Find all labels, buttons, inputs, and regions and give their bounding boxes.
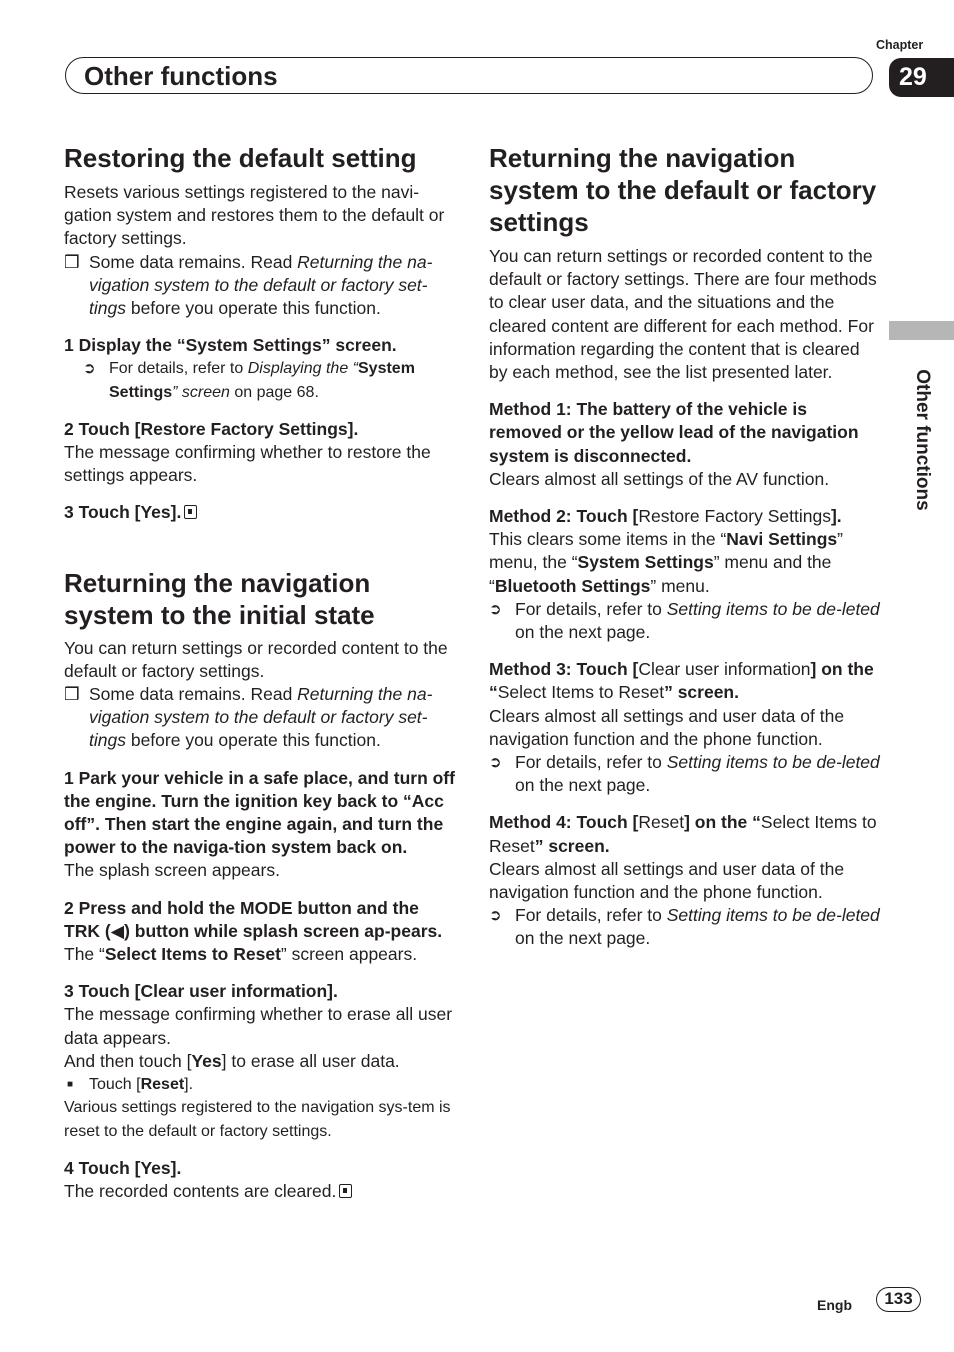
checkbox-note-icon: ❒	[64, 684, 80, 705]
section-title-default-factory: Returning the navigation system to the default or factory settings	[489, 143, 877, 237]
square-bullet-icon: ■	[67, 1079, 74, 1091]
initial-step-3-text2: And then touch [Yes] to erase all user data.	[64, 1050, 400, 1071]
method-1-text: Clears almost all settings of the AV function.	[489, 468, 830, 489]
arrow-ref-icon: ➲	[489, 907, 502, 925]
method-2-text: This clears some items in the “Navi Settings” menu, the “System Settings” menu and the “Bluetooth Settings” menu.	[489, 529, 843, 596]
left-column	[64, 142, 456, 1203]
method-4-heading: Method 4: Touch [Reset] on the “Select Items to Reset” screen.	[489, 812, 877, 856]
restoring-step-1: 1 Display the “System Settings” screen.	[64, 335, 397, 356]
restoring-step-2-text: The message confirming whether to restore the settings appears.	[64, 442, 431, 486]
initial-step-3-bullet: ■ Touch [Reset].	[64, 1073, 456, 1096]
end-mark-icon	[184, 505, 197, 519]
method-2-ref: ➲ For details, refer to Setting items to be de-leted on the next page.	[489, 598, 880, 643]
side-tab-label: Other functions	[912, 369, 933, 511]
restoring-step-1-ref: ➲ For details, refer to Displaying the “System Settings” screen on page 68.	[64, 357, 456, 403]
note-link-text: Returning the na-vigation system to the default or factory set-tings	[89, 684, 433, 751]
default-factory-intro: You can return settings or recorded content to the default or factory settings. There are four methods to clear user data, and the situations and the cleared content are different for each method. For information regarding the content that is cleared by each method, see the list presented later.	[489, 246, 877, 383]
checkbox-note-icon: ❒	[64, 251, 80, 272]
initial-step-1-text: The splash screen appears.	[64, 860, 280, 881]
chapter-label: Chapter	[876, 38, 924, 52]
arrow-ref-icon: ➲	[489, 754, 502, 772]
restoring-note: ❒ Some data remains. Read Returning the na-vigation system to the default or factory set-tings before you operate this function.	[64, 251, 433, 319]
chapter-number: 29	[889, 58, 954, 97]
right-column	[489, 142, 881, 951]
method-4-ref: ➲ For details, refer to Setting items to be de-leted on the next page.	[489, 905, 880, 949]
page-number: 133	[876, 1287, 921, 1312]
side-tab-bar	[889, 321, 954, 340]
arrow-ref-icon: ➲	[489, 600, 502, 618]
initial-step-4: 4 Touch [Yes].	[64, 1157, 182, 1178]
method-1-heading: Method 1: The battery of the vehicle is removed or the yellow lead of the navigation system is disconnected.	[489, 399, 859, 466]
restoring-step-3: 3 Touch [Yes].	[64, 501, 456, 524]
initial-step-3: 3 Touch [Clear user information].	[64, 981, 338, 1002]
method-2-heading: Method 2: Touch [Restore Factory Settings].	[489, 506, 842, 527]
method-3-heading: Method 3: Touch [Clear user information] on the “Select Items to Reset” screen.	[489, 659, 874, 703]
initial-step-4-text: The recorded contents are cleared.	[64, 1180, 456, 1203]
footer-language: Engb	[817, 1297, 852, 1313]
note-link-text: Returning the na-vigation system to the default or factory set-tings	[89, 251, 433, 319]
initial-step-3-result: Various settings registered to the navigation sys-tem is reset to the default or factory settings.	[64, 1099, 451, 1140]
restoring-intro: Resets various settings registered to the navi-gation system and restores them to the default or factory settings.	[64, 182, 445, 249]
method-3-ref: ➲ For details, refer to Setting items to be de-leted on the next page.	[489, 752, 880, 796]
section-title-initial-state: Returning the navigation system to the initial state	[64, 567, 375, 630]
section-header-title: Other functions	[84, 61, 278, 91]
initial-step-1: 1 Park your vehicle in a safe place, and turn off the engine. Turn the ignition key back to “Acc off”. Then start the engine again, and turn the power to the naviga-tion system back on.	[64, 767, 455, 858]
restoring-step-2: 2 Touch [Restore Factory Settings].	[64, 418, 359, 439]
section-title-restoring-default: Restoring the default setting	[64, 143, 417, 173]
initial-intro: You can return settings or recorded content to the default or factory settings.	[64, 637, 448, 681]
initial-step-3-text: The message confirming whether to erase all user data appears.	[64, 1004, 453, 1048]
initial-step-2-text: The “Select Items to Reset” screen appears.	[64, 944, 418, 965]
initial-step-2: 2 Press and hold the MODE button and the TRK (◀) button while splash screen ap-pears.	[64, 897, 443, 941]
initial-note: ❒ Some data remains. Read Returning the na-vigation system to the default or factory set-tings before you operate this function.	[64, 684, 433, 751]
method-4-text: Clears almost all settings and user data of the navigation function and the phone function.	[489, 858, 845, 903]
end-mark-icon	[339, 1184, 352, 1198]
arrow-ref-icon: ➲	[83, 360, 96, 378]
method-3-text: Clears almost all settings and user data of the navigation function and the phone function.	[489, 705, 845, 749]
